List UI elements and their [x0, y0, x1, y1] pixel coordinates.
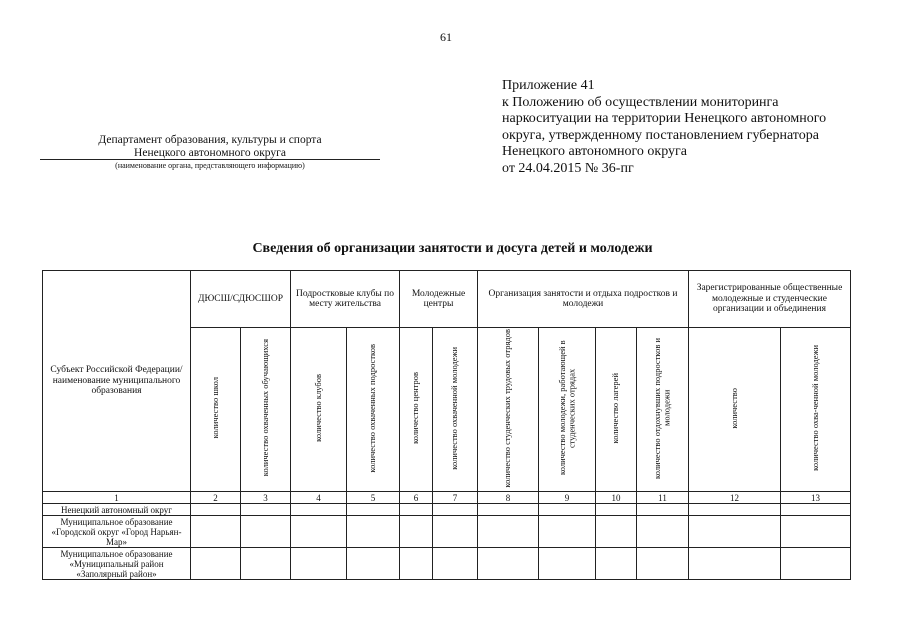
appendix-line: от 24.04.2015 № 36-пг [502, 160, 634, 176]
appendix-line: наркоситуации на территории Ненецкого автономного [502, 111, 827, 127]
column-header-cell [191, 328, 241, 492]
column-header: количество школ [209, 377, 220, 439]
column-number: 3 [241, 492, 291, 504]
department-name [40, 134, 380, 160]
data-cell [347, 504, 400, 516]
appendix-header [502, 78, 892, 178]
column-header: количество [728, 387, 739, 429]
data-cell [191, 516, 241, 548]
column-number-row [43, 492, 851, 504]
column-header: количество охваченных обучающихся [259, 339, 270, 477]
data-cell [478, 504, 539, 516]
data-cell [596, 504, 637, 516]
row-label: Муниципальное образование «Городской округ «Город Нарьян-Мар» [43, 516, 191, 548]
appendix-line: Ненецкого автономного округа [502, 144, 687, 160]
column-number: 13 [781, 492, 851, 504]
subject-header-cell [43, 271, 191, 492]
column-header-cell [400, 328, 433, 492]
document-title: Сведения об организации занятости и досуга детей и молодежи [252, 241, 653, 256]
row-label: Ненецкий автономный округ [43, 504, 191, 516]
data-cell [539, 516, 596, 548]
column-header: количество лагерей [610, 372, 621, 444]
column-number: 8 [478, 492, 539, 504]
appendix-line: к Положению об осуществлении мониторинга [502, 94, 779, 110]
table-row [43, 516, 851, 548]
department-underline [40, 159, 380, 160]
column-header-cell [241, 328, 291, 492]
group-header: Зарегистрированные общественные молодежные и студенческие организации и объединения [689, 271, 851, 328]
column-header-cell [433, 328, 478, 492]
data-cell [781, 504, 851, 516]
row-label: Муниципальное образование «Муниципальный район «Заполярный район» [43, 548, 191, 580]
data-cell [596, 548, 637, 580]
column-header: количество центров [410, 372, 421, 444]
group-header-row [43, 271, 851, 328]
group-header: Организация занятости и отдыха подростков и молодежи [478, 271, 689, 328]
data-cell [241, 504, 291, 516]
appendix-line: округа, утвержденному постановлением губернатора [502, 127, 819, 143]
column-number: 5 [347, 492, 400, 504]
data-cell [478, 516, 539, 548]
column-number: 7 [433, 492, 478, 504]
column-header: количество клубов [312, 374, 323, 442]
data-cell [347, 516, 400, 548]
department-caption: (наименование органа, представляющего информацию) [115, 161, 305, 170]
data-cell [478, 548, 539, 580]
page-number: 61 [440, 30, 452, 44]
department-line: Департамент образования, культуры и спорта [98, 134, 322, 146]
column-header-cell [596, 328, 637, 492]
column-header: количество охваченной молодежи [449, 346, 460, 470]
data-cell [596, 516, 637, 548]
appendix-line: Приложение 41 [502, 78, 595, 93]
data-cell [539, 504, 596, 516]
data-cell [241, 548, 291, 580]
column-number: 2 [191, 492, 241, 504]
table-row [43, 548, 851, 580]
data-cell [781, 516, 851, 548]
table-row [43, 504, 851, 516]
data-cell [291, 504, 347, 516]
data-cell [637, 504, 689, 516]
column-header-cell [539, 328, 596, 492]
group-header: ДЮСШ/СДЮСШОР [191, 271, 291, 328]
column-header: количество охваченных подростков [367, 343, 378, 473]
data-cell [191, 504, 241, 516]
data-cell [241, 516, 291, 548]
data-cell [433, 504, 478, 516]
data-cell [291, 516, 347, 548]
report-table [42, 270, 851, 580]
data-cell [191, 548, 241, 580]
data-cell [400, 516, 433, 548]
column-header-cell [781, 328, 851, 492]
data-cell [291, 548, 347, 580]
column-header: количество студенческих трудовых отрядов [502, 328, 513, 488]
data-cell [347, 548, 400, 580]
group-header: Подростковые клубы по месту жительства [291, 271, 400, 328]
data-cell [400, 504, 433, 516]
column-number: 12 [689, 492, 781, 504]
column-header: количество молодежи, работающей в студенческих отрядах [556, 340, 576, 476]
data-cell [637, 548, 689, 580]
column-number: 1 [43, 492, 191, 504]
data-cell [689, 504, 781, 516]
data-cell [539, 548, 596, 580]
column-header-cell [478, 328, 539, 492]
data-cell [637, 516, 689, 548]
data-cell [433, 516, 478, 548]
column-header-cell [347, 328, 400, 492]
data-cell [400, 548, 433, 580]
column-number: 9 [539, 492, 596, 504]
department-line: Ненецкого автономного округа [134, 147, 286, 159]
column-header: количество отдохнувших подростков и молодежи [652, 337, 672, 479]
column-header-cell [689, 328, 781, 492]
group-header: Молодежные центры [400, 271, 478, 328]
data-cell [433, 548, 478, 580]
subject-header: Субъект Российской Федерации/ наименование муниципального образования [50, 365, 183, 397]
column-header-cell [637, 328, 689, 492]
data-cell [689, 516, 781, 548]
data-cell [781, 548, 851, 580]
column-number: 10 [596, 492, 637, 504]
data-cell [689, 548, 781, 580]
column-number: 11 [637, 492, 689, 504]
column-number: 6 [400, 492, 433, 504]
column-number: 4 [291, 492, 347, 504]
column-header-cell [291, 328, 347, 492]
column-header: количество охва-ченной молодежи [809, 345, 820, 471]
